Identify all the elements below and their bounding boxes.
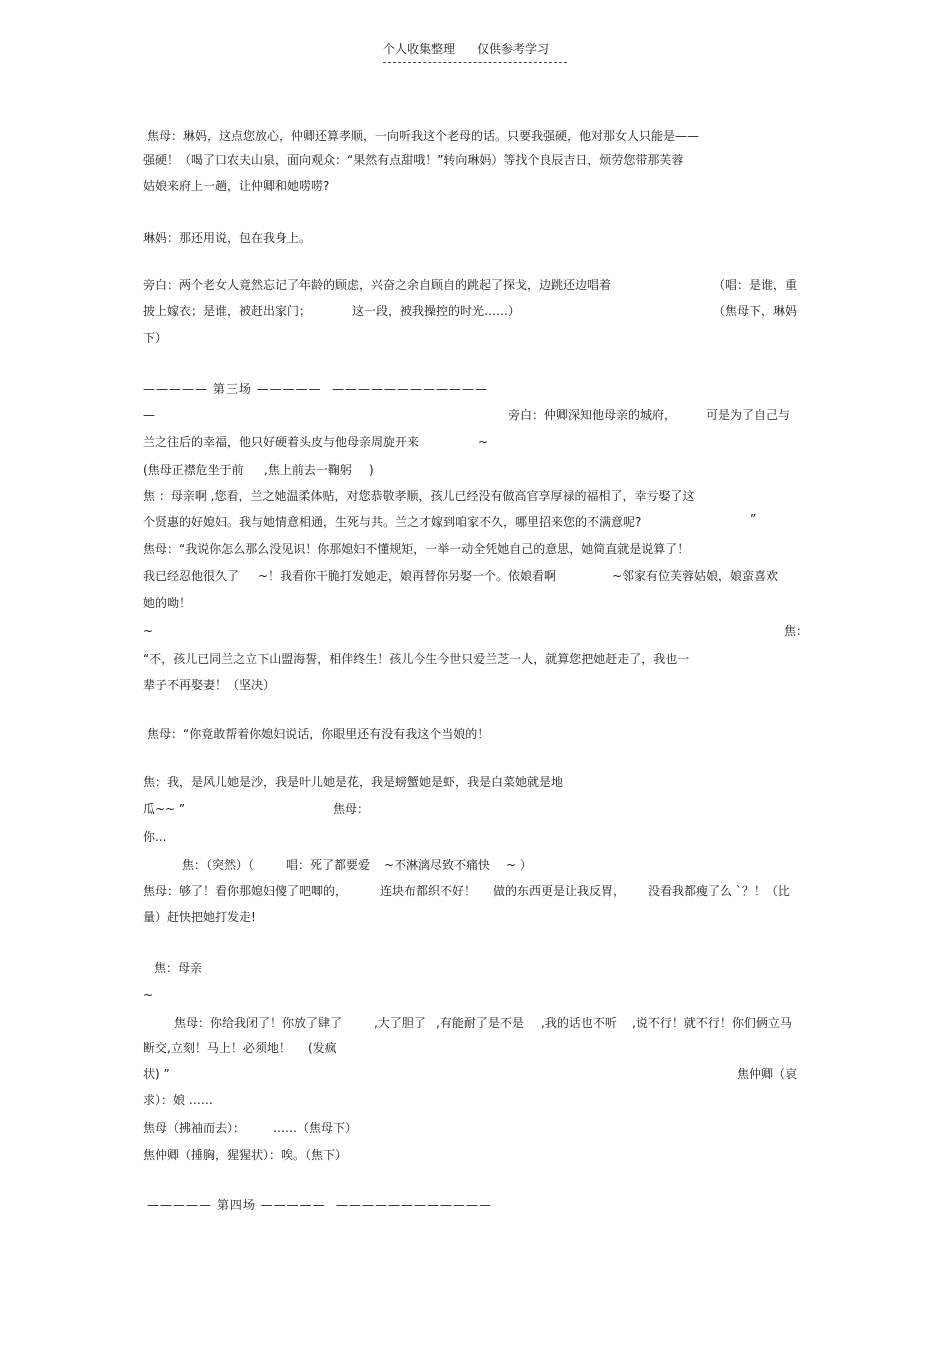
script-line: 焦：母亲 [154, 961, 203, 975]
script-line: ~邻家有位芙蓉姑娘，娘蛮喜欢 [612, 569, 779, 583]
script-line: ~不淋漓尽致不痛快 [384, 858, 491, 872]
script-line: ,我的话也不听 [541, 1016, 617, 1030]
page-header [383, 40, 567, 63]
script-line: 焦母： [333, 802, 370, 816]
script-line: 个贤惠的好媳妇。我与她情意相通，生死与共。兰之才嫁到咱家不久，哪里招来您的不满意呢? [143, 515, 642, 529]
script-line: 兰之往后的幸福，他只好硬着头皮与他母亲周旋开来 [143, 435, 420, 449]
script-line: ,说不行！就不行！你们俩立马 [632, 1016, 792, 1030]
script-line: 焦母：够了！看你那媳妇傻了吧唧的， [143, 884, 348, 898]
script-line: 可是为了自己与 [706, 408, 791, 422]
scene-separator: ———————————— [332, 382, 488, 396]
script-line: 焦母（拂袖而去）： [143, 1121, 246, 1135]
header-right-text: 仅供参考学习 [477, 42, 550, 56]
script-line: 求）：娘 …… [143, 1093, 213, 1107]
script-line: ~ [143, 624, 154, 638]
script-line: ~ ） [506, 858, 532, 872]
script-line: 强硬！（喝了口农夫山泉，面向观众：“果然有点甜哦！”转向琳妈）等找个良辰吉日，烦劳您带那芙蓉 [143, 153, 684, 167]
script-line: 没看我都瘦了么 `？！（比 [648, 884, 790, 898]
script-line: 焦： [784, 624, 809, 638]
script-line: 焦母：琳妈，这点您放心，仲卿还算孝顺，一向听我这个老母的话。只要我强硬，他对那女人只能是—— [147, 129, 700, 143]
script-line: — [143, 408, 155, 422]
script-line: 焦仲卿（捶胸，猩猩状）：唉。（焦下） [143, 1148, 348, 1162]
script-line: 焦仲卿（哀 [737, 1067, 798, 1081]
script-line: 焦母：你给我闭了！你放了肆了 [174, 1016, 343, 1030]
script-line: ……（焦母下） [273, 1121, 358, 1135]
script-line: 断交,立刻！马上！必须地！ [143, 1041, 291, 1055]
script-line: 焦：（突然）（ [182, 858, 255, 872]
scene-heading: ————— 第四场 ————— [147, 1198, 326, 1212]
script-line: 琳妈：那还用说，包在我身上。 [143, 231, 312, 245]
script-line: 唱：死了都要爱 [286, 858, 371, 872]
scene-separator: ———————————— [336, 1198, 492, 1212]
script-line: ” [750, 512, 757, 526]
script-line: 焦母：“我说你怎么那么没见识！你那媳妇不懂规矩，一举一动全凭她自己的意思，她简直就是说算了！ [143, 542, 690, 556]
script-line: (焦母正襟危坐于前 [143, 463, 244, 477]
script-line: 量）赶快把她打发走! [143, 910, 256, 924]
script-line: (发疯 [308, 1041, 337, 1055]
script-line: ~ [143, 988, 154, 1002]
script-line: 焦：我，是风儿她是沙，我是叶儿她是花，我是螃蟹她是虾，我是白菜她就是地 [143, 775, 564, 789]
script-line: 这一段，被我操控的时光……） [352, 304, 521, 318]
script-line: ~！我看你干脆打发她走，娘再替你另娶一个。依娘看啊 [258, 569, 557, 583]
script-line: ~ [478, 435, 489, 449]
script-line: 姑娘来府上一趟，让仲卿和她唠唠? [143, 179, 330, 193]
script-line: 她的呦！ [143, 596, 192, 610]
script-line: ) [369, 463, 374, 477]
script-line: ,大了胆了 [374, 1016, 426, 1030]
script-line: （唱：是谁，重 [713, 278, 798, 292]
script-line: 披上嫁衣；是谁，被赶出家门； [143, 304, 312, 318]
script-line: 焦 ：母亲啊 ,您看，兰之她温柔体贴，对您恭敬孝顺，孩儿已经没有做高官享厚禄的福相了，幸亏娶了这 [143, 489, 695, 503]
script-line: 辈子不再娶妻！（坚决） [143, 678, 276, 692]
script-line: （焦母下，琳妈 [713, 304, 798, 318]
script-line: 状) ” [143, 1067, 170, 1081]
script-line: 焦母：“你竟敢帮着你媳妇说话，你眼里还有没有我这个当娘的！ [147, 727, 490, 741]
script-line: 旁白：两个老女人竟然忘记了年龄的顾虑，兴奋之余自顾自的跳起了探戈，边跳还边唱着 [143, 278, 612, 292]
script-line: ,焦上前去一鞠躬 [264, 463, 352, 477]
script-line: 瓜~~ ” [143, 802, 186, 816]
script-line: 旁白：仲卿深知他母亲的城府， [508, 408, 677, 422]
scene-heading: ————— 第三场 ————— [143, 382, 322, 396]
script-line: ,有能耐了是不是 [436, 1016, 524, 1030]
script-line: 你... [143, 830, 167, 844]
header-left-text: 个人收集整理 [383, 42, 456, 56]
script-line: 我已经忍他很久了 [143, 569, 240, 583]
script-line: 做的东西更是让我反胃， [493, 884, 626, 898]
script-line: “不，孩儿已同兰之立下山盟海誓，相伴终生！孩儿今生今世只爱兰芝一人，就算您把她赶走了，我也一 [143, 652, 690, 666]
script-line: 连块布都织不好！ [380, 884, 477, 898]
script-line: 下） [143, 331, 168, 345]
